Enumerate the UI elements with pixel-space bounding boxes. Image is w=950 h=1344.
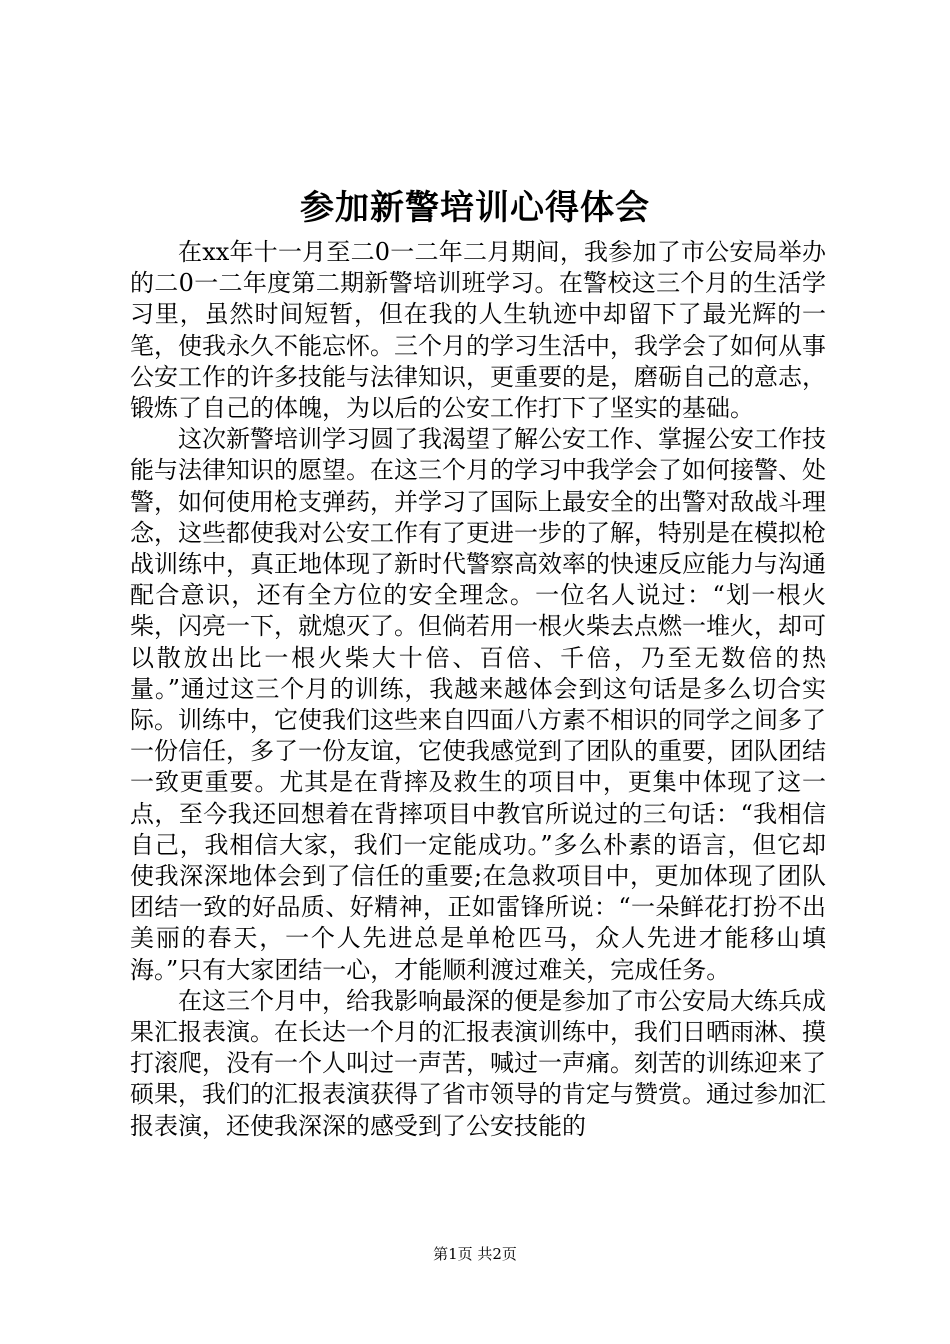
paragraph-2: 这次新警培训学习圆了我渴望了解公安工作、掌握公安工作技能与法律知识的愿望。在这三个月的学习中我学会了如何接警、处警，如何使用枪支弹药，并学习了国际上最安全的出警对敌战斗理念，这些都使我对公安工作有了更进一步的了解，特别是在模拟枪战训练中，真正地体现了新时代警察高效率的快速反应能力与沟通配合意识，还有全方位的安全理念。一位名人说过：“划一根火柴，闪亮一下，就熄灭了。但倘若用一根火柴去点燃一堆火，却可以散放出比一根火柴大十倍、百倍、千倍，乃至无数倍的热量。”通过这三个月的训练，我越来越体会到这句话是多么切合实际。训练中，它使我们这些来自四面八方素不相识的同学之间多了一份信任，多了一份友谊，它使我感觉到了团队的重要，团队团结一致更重要。尤其是在背摔及救生的项目中，更集中体现了这一点，至今我还回想着在背摔项目中教官所说过的三句话：“我相信自己，我相信大家，我们一定能成功。”多么朴素的语言，但它却使我深深地体会到了信任的重要;在急救项目中，更加体现了团队团结一致的好品质、好精神，正如雷锋所说：“一朵鲜花打扮不出美丽的春天，一个人先进总是单枪匹马，众人先进才能移山填海。”只有大家团结一心，才能顺利渡过难关，完成任务。 — [130, 425, 826, 984]
document-title: 参加新警培训心得体会 — [300, 188, 650, 228]
document-body — [130, 237, 826, 1142]
paragraph-1: 在xx年十一月至二0一二年二月期间，我参加了市公安局举办的二0一二年度第二期新警培训班学习。在警校这三个月的生活学习里，虽然时间短暂，但在我的人生轨迹中却留下了最光辉的一笔，使我永久不能忘怀。三个月的学习生活中，我学会了如何从事公安工作的许多技能与法律知识，更重要的是，磨砺自己的意志，锻炼了自己的体魄，为以后的公安工作打下了坚实的基础。 — [130, 238, 826, 423]
page-footer: 第1页 共2页 — [433, 1245, 517, 1263]
paragraph-3: 在这三个月中，给我影响最深的便是参加了市公安局大练兵成果汇报表演。在长达一个月的汇报表演训练中，我们日晒雨淋、摸打滚爬，没有一个人叫过一声苦，喊过一声痛。刻苦的训练迎来了硕果，我们的汇报表演获得了省市领导的肯定与赞赏。通过参加汇报表演，还使我深深的感受到了公安技能的 — [130, 986, 826, 1140]
